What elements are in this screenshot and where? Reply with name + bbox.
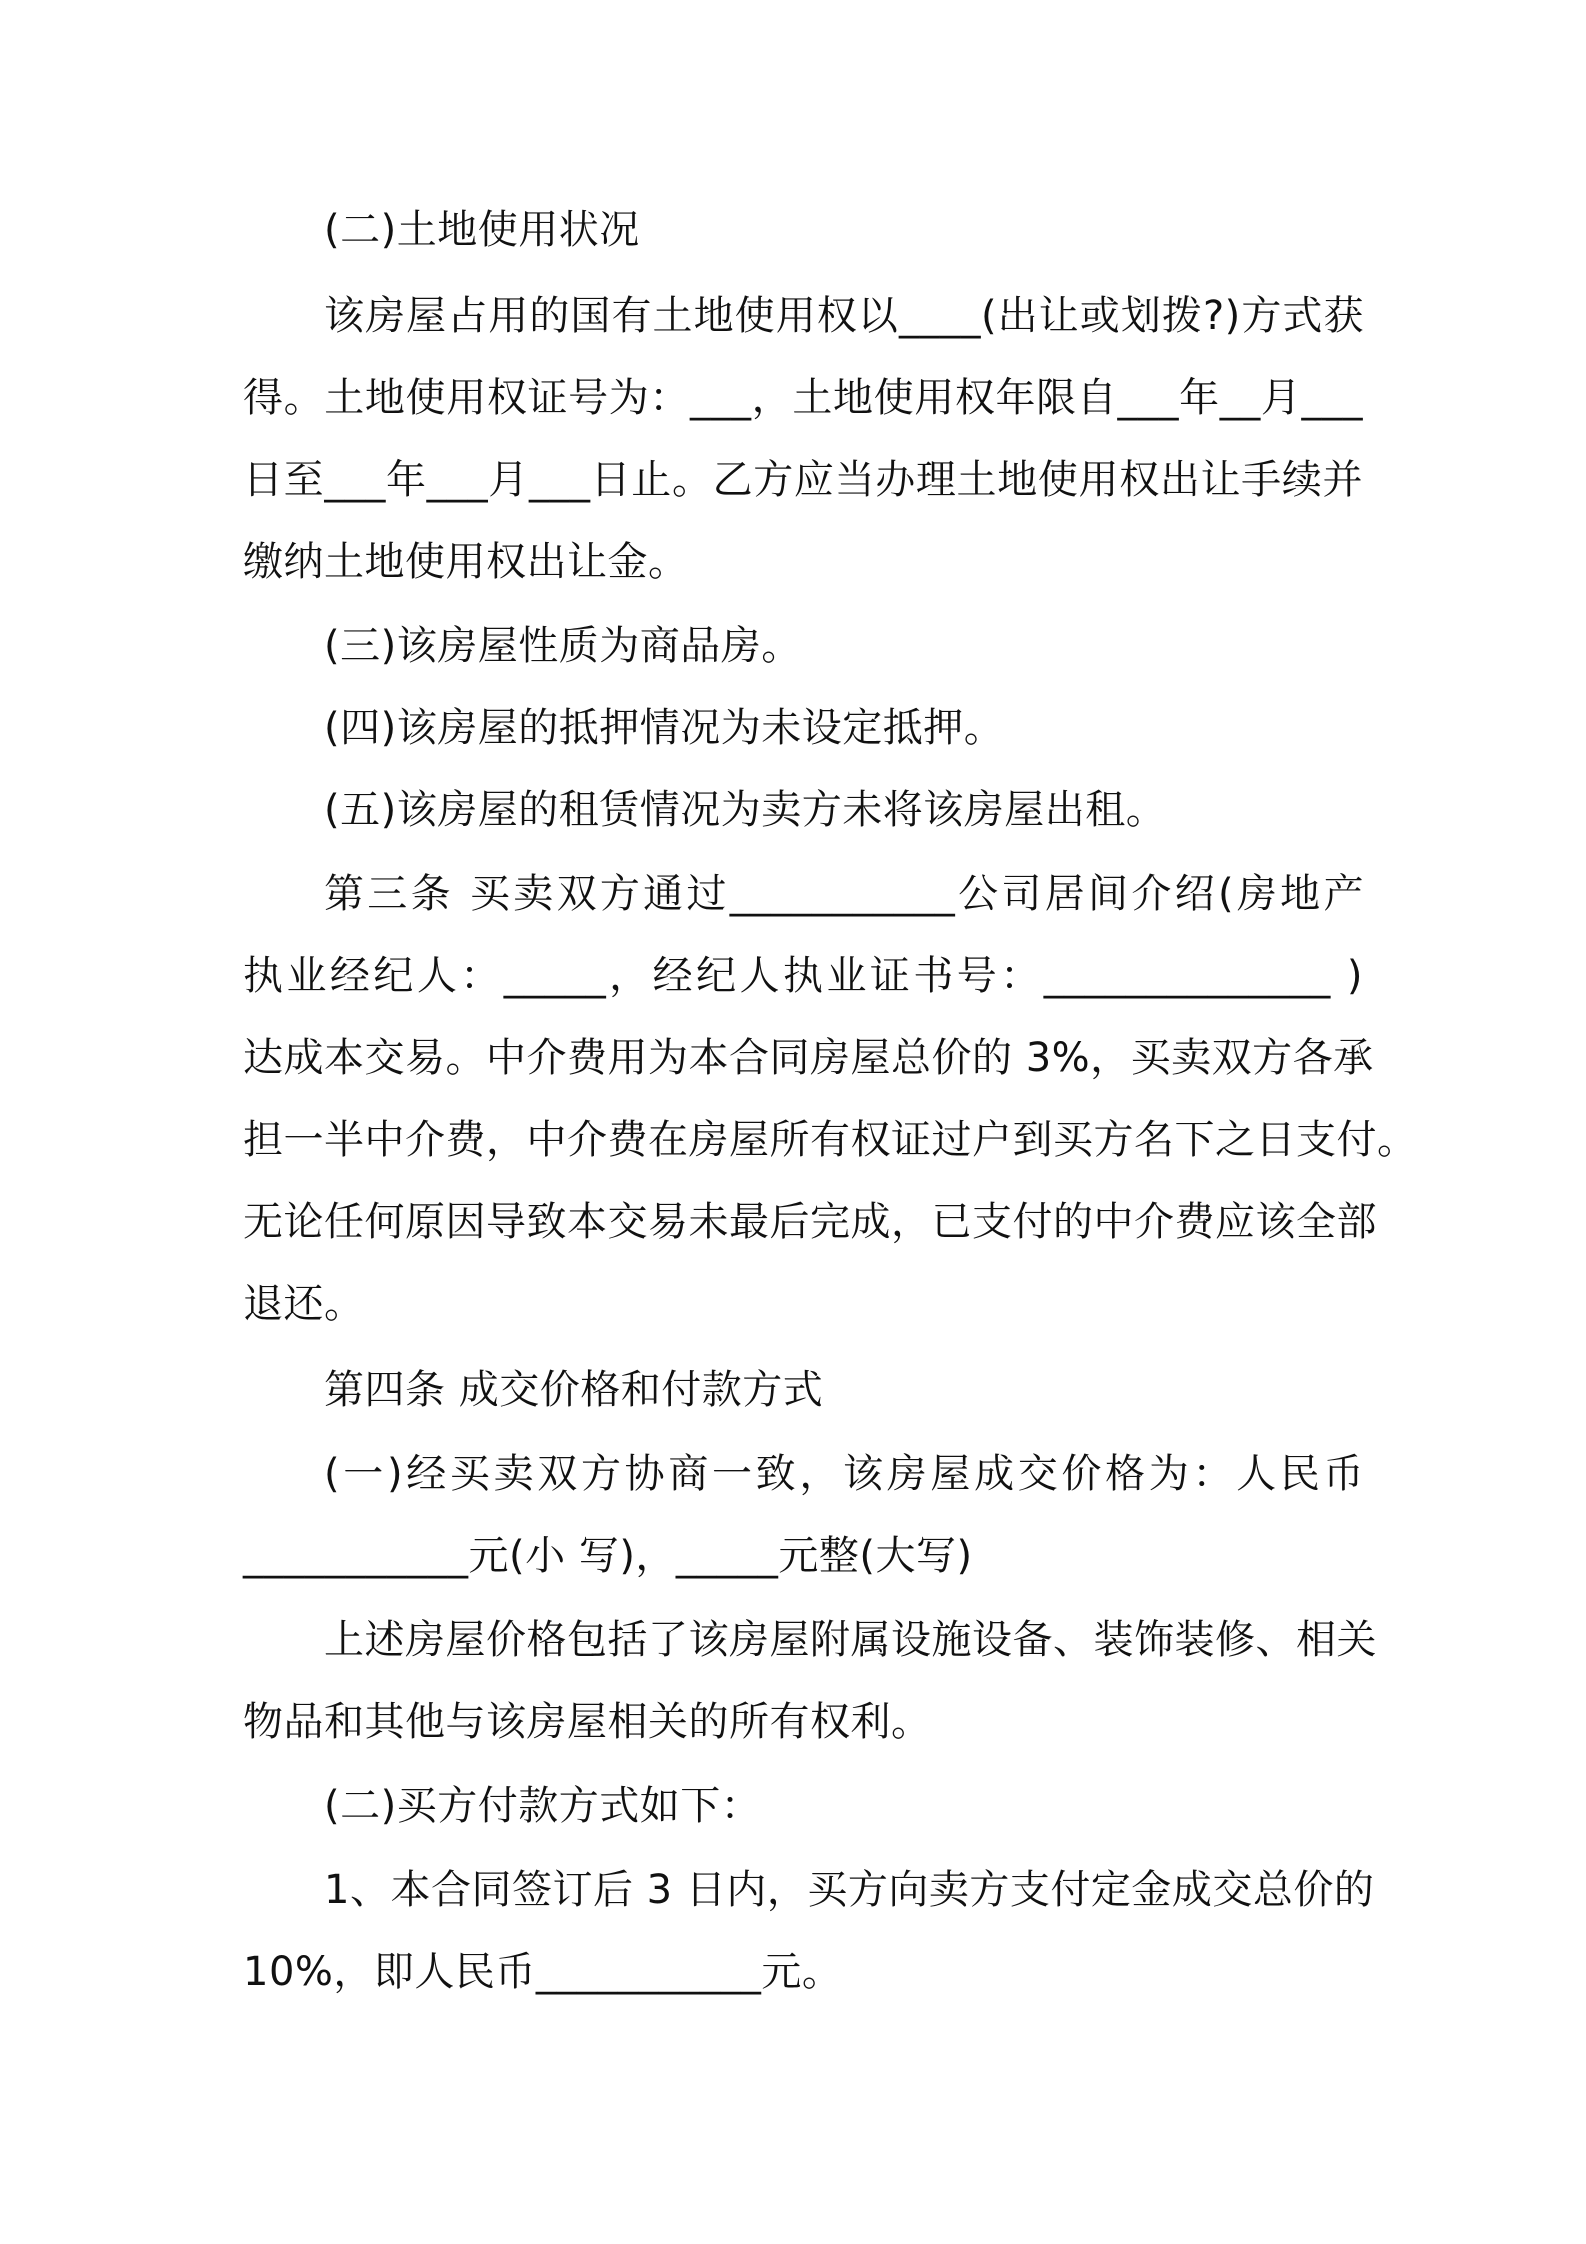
paragraph-line: 执业经纪人：_____，经纪人执业证书号：______________ ): [243, 953, 1363, 999]
section-heading-land-use: (二)土地使用状况: [324, 207, 640, 253]
paragraph-line: 日至___年___月___日止。乙方应当办理土地使用权出让手续并: [243, 457, 1363, 503]
paragraph-line: 上述房屋价格包括了该房屋附属设施设备、装饰装修、相关: [324, 1617, 1377, 1663]
paragraph-line: 达成本交易。中介费用为本合同房屋总价的 3%，买卖双方各承: [243, 1035, 1374, 1081]
article-three-line: 第三条 买卖双方通过___________公司居间介绍(房地产: [324, 871, 1364, 917]
paragraph-line: 无论任何原因导致本交易未最后完成，已支付的中介费应该全部: [243, 1199, 1377, 1245]
section-item-mortgage: (四)该房屋的抵押情况为未设定抵押。: [324, 705, 1005, 751]
paragraph-line: 物品和其他与该房屋相关的所有权利。: [243, 1699, 932, 1745]
paragraph-line: 缴纳土地使用权出让金。: [243, 539, 689, 585]
section-item-property-nature: (三)该房屋性质为商品房。: [324, 623, 802, 669]
article-four-heading: 第四条 成交价格和付款方式: [324, 1367, 824, 1413]
paragraph-line: 得。土地使用权证号为：___，土地使用权年限自___年__月___: [243, 375, 1363, 421]
paragraph-line: 担一半中介费，中介费在房屋所有权证过户到买方名下之日支付。: [243, 1117, 1418, 1163]
paragraph-line: ___________元(小 写)，_____元整(大写): [243, 1533, 973, 1579]
paragraph-line: 退还。: [243, 1281, 365, 1327]
paragraph-line: 该房屋占用的国有土地使用权以____(出让或划拨?)方式获: [324, 293, 1364, 339]
section-item-payment-method: (二)买方付款方式如下：: [324, 1783, 762, 1829]
paragraph-line: 1、本合同签订后 3 日内，买方向卖方支付定金成交总价的: [324, 1867, 1375, 1913]
section-item-lease: (五)该房屋的租赁情况为卖方未将该房屋出租。: [324, 787, 1167, 833]
paragraph-line: (一)经买卖双方协商一致，该房屋成交价格为：人民币: [324, 1451, 1364, 1497]
paragraph-line: 10%，即人民币___________元。: [243, 1949, 843, 1995]
